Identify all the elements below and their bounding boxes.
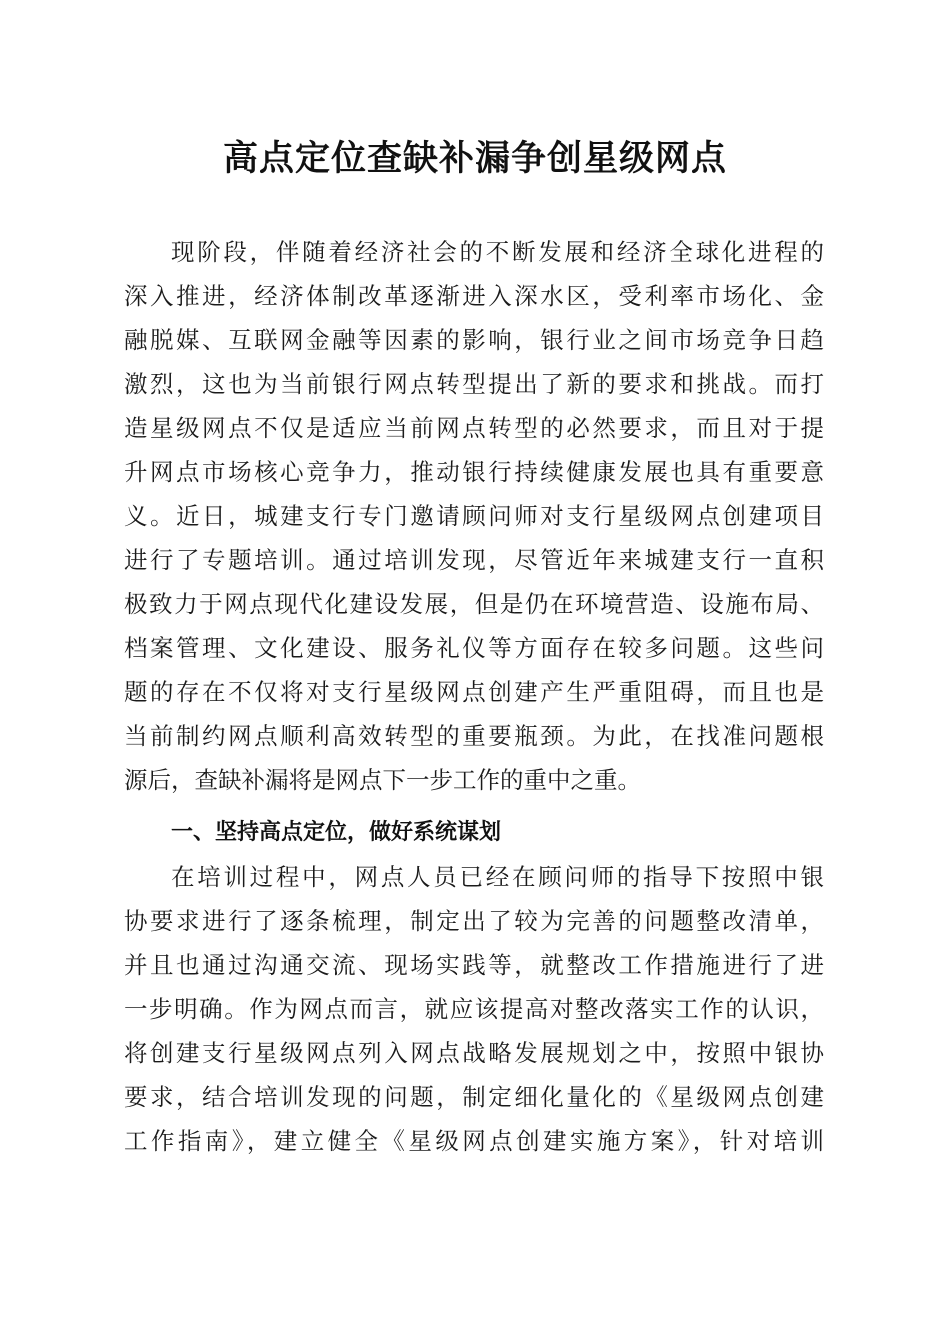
paragraph-line: 激烈，这也为当前银行网点转型提出了新的要求和挑战。而打	[124, 370, 824, 398]
section-paragraph	[124, 855, 824, 1163]
paragraph-line: 极致力于网点现代化建设发展，但是仍在环境营造、设施布局、	[124, 590, 824, 618]
section-heading: 一、坚持高点定位，做好系统谋划	[171, 820, 502, 845]
paragraph-line: 现阶段，伴随着经济社会的不断发展和经济全球化进程的	[171, 238, 824, 266]
paragraph-line: 造星级网点不仅是适应当前网点转型的必然要求，而且对于提	[124, 414, 824, 442]
paragraph-line: 工作指南》，建立健全《星级网点创建实施方案》，针对培训	[124, 1127, 824, 1155]
paragraph-line: 题的存在不仅将对支行星级网点创建产生严重阻碍，而且也是	[124, 678, 824, 706]
paragraph-line: 一步明确。作为网点而言，就应该提高对整改落实工作的认识，	[124, 995, 824, 1023]
paragraph-line: 将创建支行星级网点列入网点战略发展规划之中，按照中银协	[124, 1039, 824, 1067]
paragraph-line: 源后，查缺补漏将是网点下一步工作的重中之重。	[124, 766, 641, 794]
paragraph-line: 并且也通过沟通交流、现场实践等，就整改工作措施进行了进	[124, 951, 824, 979]
paragraph-line: 义。近日，城建支行专门邀请顾问师对支行星级网点创建项目	[124, 502, 824, 530]
paragraph-line: 融脱媒、互联网金融等因素的影响，银行业之间市场竞争日趋	[124, 326, 824, 354]
paragraph-line: 在培训过程中，网点人员已经在顾问师的指导下按照中银	[171, 863, 824, 891]
paragraph-line: 档案管理、文化建设、服务礼仪等方面存在较多问题。这些问	[124, 634, 824, 662]
paragraph-line: 升网点市场核心竞争力，推动银行持续健康发展也具有重要意	[124, 458, 824, 486]
paragraph-line: 深入推进，经济体制改革逐渐进入深水区，受利率市场化、金	[124, 282, 824, 310]
paragraph-line: 要求，结合培训发现的问题，制定细化量化的《星级网点创建	[124, 1083, 824, 1111]
document-title: 高点定位查缺补漏争创星级网点	[222, 138, 727, 179]
paragraph-line: 协要求进行了逐条梳理，制定出了较为完善的问题整改清单，	[124, 907, 824, 935]
intro-paragraph	[124, 230, 824, 802]
paragraph-line: 当前制约网点顺利高效转型的重要瓶颈。为此，在找准问题根	[124, 722, 824, 750]
paragraph-line: 进行了专题培训。通过培训发现，尽管近年来城建支行一直积	[124, 546, 824, 574]
